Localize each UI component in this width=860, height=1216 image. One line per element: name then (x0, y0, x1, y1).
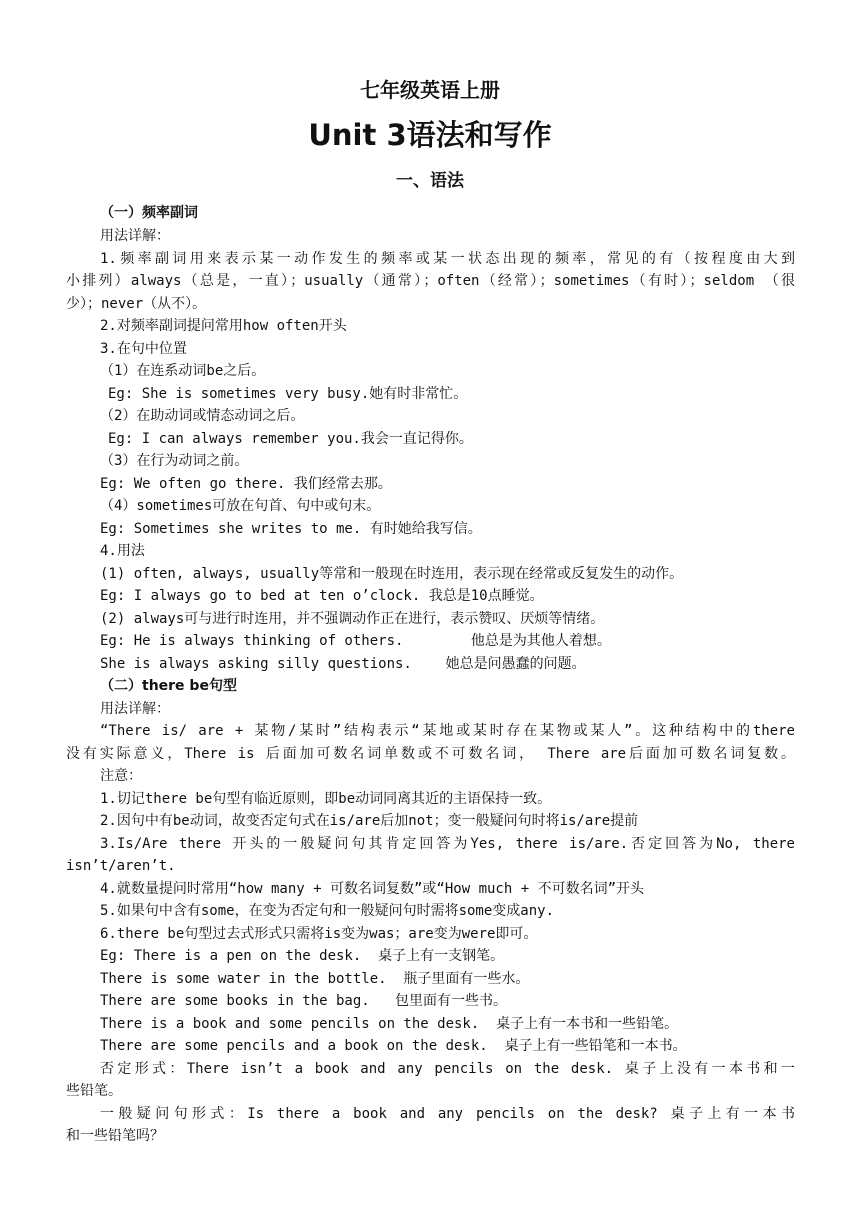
text-line: (2) always可与进行时连用，并不强调动作正在进行，表示赞叹、厌烦等情绪。 (100, 611, 605, 627)
text-line: 4.就数量提问时常用“how many + 可数名词复数”或“How much + 不可数名词”开头 (100, 881, 645, 897)
text-line: Eg: She is sometimes very busy.她有时非常忙。 (108, 386, 468, 402)
text-line: 用法详解： (100, 228, 170, 244)
text-line: 少）；never（从不）。 (66, 296, 207, 312)
text-line: （3）在行为动词之前。 (100, 453, 249, 469)
text-line: 5.如果句中含有some，在变为否定句和一般疑问句时需将some变成any. (100, 903, 555, 919)
subsection-frequency-adverbs: （一）频率副词 (100, 205, 198, 221)
text-line: Eg: We often go there. 我们经常去那。 (100, 476, 392, 492)
text-line: There are some pencils and a book on the desk. 桌子上有一些铅笔和一本书。 (100, 1038, 687, 1054)
subsection-there-be: （二）there be句型 (100, 678, 237, 694)
text-line: isn’t/aren’t. (66, 858, 176, 874)
text-line: There is some water in the bottle. 瓶子里面有一些水。 (100, 971, 530, 987)
text-line: (1) often, always, usually等常和一般现在时连用，表示现在经常或反复发生的动作。 (100, 566, 684, 582)
text-line: 6.there be句型过去式形式只需将is变为was；are变为were即可。 (100, 926, 538, 942)
text-line: （1）在连系动词be之后。 (100, 363, 266, 379)
text-line: Eg: There is a pen on the desk. 桌子上有一支钢笔。 (100, 948, 505, 964)
text-line: 2.因句中有be动词，故变否定句式在is/are后加not；变一般疑问句时将is/are提前 (100, 813, 639, 829)
title-main: Unit 3语法和写作 (308, 118, 552, 152)
text-line: Eg: I always go to bed at ten o’clock. 我总是10点睡觉。 (100, 588, 544, 604)
text-line: 些铅笔。 (66, 1083, 122, 1099)
title-small: 七年级英语上册 (360, 78, 500, 102)
text-line: （4）sometimes可放在句首、句中或句末。 (100, 498, 381, 514)
text-line: 3.Is/Are there 开头的一般疑问句其肯定回答为Yes, there is/are.否定回答为No, there (100, 836, 795, 852)
text-line: 用法详解： (100, 701, 170, 717)
text-line: There is a book and some pencils on the desk. 桌子上有一本书和一些铅笔。 (100, 1016, 679, 1032)
text-line: 1.切记there be句型有临近原则，即be动词同离其近的主语保持一致。 (100, 791, 552, 807)
text-line: 1.频率副词用来表示某一动作发生的频率或某一状态出现的频率，常见的有（按程度由大到 (100, 251, 795, 267)
text-line: 3.在句中位置 (100, 341, 187, 357)
text-line: 4.用法 (100, 543, 145, 559)
section-grammar-heading: 一、语法 (396, 171, 464, 191)
text-line: 没有实际意义，There is 后面加可数名词单数或不可数名词， There are后面加可数名词复数。 (66, 746, 795, 762)
text-line: Eg: I can always remember you.我会一直记得你。 (108, 431, 473, 447)
text-line: （2）在助动词或情态动词之后。 (100, 408, 305, 424)
text-line: 小排列）always（总是，一直）；usually（通常）；often（经常）；sometimes（有时）；seldom （很 (66, 273, 795, 289)
text-line: Eg: Sometimes she writes to me. 有时她给我写信。 (100, 521, 482, 537)
text-line: 和一些铅笔吗？ (66, 1128, 164, 1144)
text-line: There are some books in the bag. 包里面有一些书。 (100, 993, 508, 1009)
text-line: 注意： (100, 768, 142, 784)
text-line: “There is/ are + 某物/某时”结构表示“某地或某时存在某物或某人”。这种结构中的there (100, 723, 795, 739)
text-line: 一般疑问句形式：Is there a book and any pencils on the desk? 桌子上有一本书 (100, 1106, 795, 1122)
text-line: 2.对频率副词提问常用how often开头 (100, 318, 347, 334)
text-line: She is always asking silly questions. 她总是问愚蠢的问题。 (100, 656, 586, 672)
text-line: Eg: He is always thinking of others. 他总是为其他人着想。 (100, 633, 611, 649)
text-line: 否定形式：There isn’t a book and any pencils on the desk. 桌子上没有一本书和一 (100, 1061, 795, 1077)
